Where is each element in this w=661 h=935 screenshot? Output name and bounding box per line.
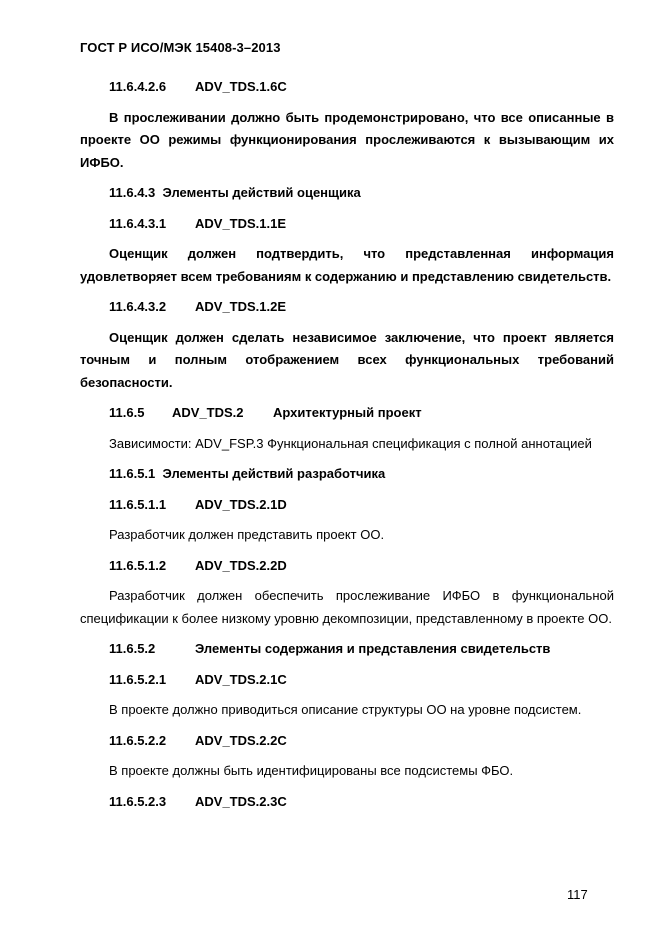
section-heading	[80, 791, 614, 814]
requirement-code: ADV_TDS.2.1C	[195, 671, 287, 687]
section-heading	[80, 463, 614, 486]
section-heading	[80, 669, 614, 692]
requirement-text: В проекте должно приводиться описание структуры ОО на уровне подсистем.	[109, 702, 582, 717]
section-number: 11.6.4.3.1	[109, 215, 167, 231]
section-title: Элементы действий разработчика	[162, 466, 386, 481]
section-number: 11.6.5.2.2	[109, 732, 167, 748]
requirement-code: ADV_TDS.2.2D	[195, 557, 287, 573]
section-title: Элементы действий оценщика	[162, 185, 361, 200]
section-number: 11.6.5.2	[109, 641, 156, 656]
section-heading	[80, 296, 614, 319]
section-number: 11.6.4.2.6	[109, 79, 167, 94]
section-heading	[80, 76, 614, 99]
requirement-code: ADV_TDS.2.1D	[195, 496, 287, 512]
section-title: Элементы содержания и представления свидетельств	[195, 641, 551, 656]
requirement-code: ADV_TDS.1.1E	[195, 215, 287, 231]
section-number: 11.6.5.2.3	[109, 793, 167, 809]
requirement-code: ADV_TDS.2.2C	[195, 732, 287, 748]
requirement-code: ADV_TDS.1.6C	[195, 79, 287, 94]
requirement-code: ADV_TDS.1.2E	[195, 299, 287, 314]
document-body	[80, 76, 614, 821]
requirement-code: ADV_TDS.2.3C	[195, 793, 287, 809]
section-number: 11.6.5.1.1	[109, 496, 167, 512]
section-number: 11.6.5.1.2	[109, 557, 167, 573]
section-number: 11.6.5.2.1	[109, 671, 167, 687]
section-number: 11.6.5.1	[109, 466, 156, 481]
requirement-text: Разработчик должен обеспечить прослеживание ИФБО в функциональной спецификации к более низкому уровню декомпозиции, представленному в проекте ОО.	[80, 588, 614, 626]
document-header: ГОСТ Р ИСО/МЭК 15408-3–2013	[80, 40, 281, 55]
requirement-text: Оценщик должен подтвердить, что представленная информация удовлетворяет всем требованиям к содержанию и представлению свидетельств.	[80, 246, 614, 284]
section-heading	[80, 638, 614, 661]
section-number: 11.6.4.3	[109, 185, 156, 200]
requirement-text: Оценщик должен сделать независимое заключение, что проект является точным и полным отображением всех функциональных требований безопасности.	[80, 329, 614, 390]
section-heading	[80, 213, 614, 236]
requirement-text: Разработчик должен представить проект ОО.	[109, 527, 385, 542]
requirement-code: ADV_TDS.2	[172, 405, 244, 420]
page-number: 117	[567, 887, 588, 902]
dependencies-text: Зависимости: ADV_FSP.3 Функциональная спецификация с полной аннотацией	[109, 435, 592, 451]
section-heading	[80, 494, 614, 517]
requirement-text: В прослеживании должно быть продемонстрировано, что все описанные в проекте ОО режимы функционирования прослеживаются к вызывающим их ИФБО.	[80, 109, 614, 170]
section-heading	[80, 402, 614, 425]
section-title: Архитектурный проект	[273, 405, 422, 420]
section-number: 11.6.5	[109, 405, 145, 420]
section-heading	[80, 182, 614, 205]
section-heading	[80, 555, 614, 578]
section-heading	[80, 730, 614, 753]
section-number: 11.6.4.3.2	[109, 299, 167, 314]
requirement-text: В проекте должны быть идентифицированы все подсистемы ФБО.	[109, 763, 514, 778]
